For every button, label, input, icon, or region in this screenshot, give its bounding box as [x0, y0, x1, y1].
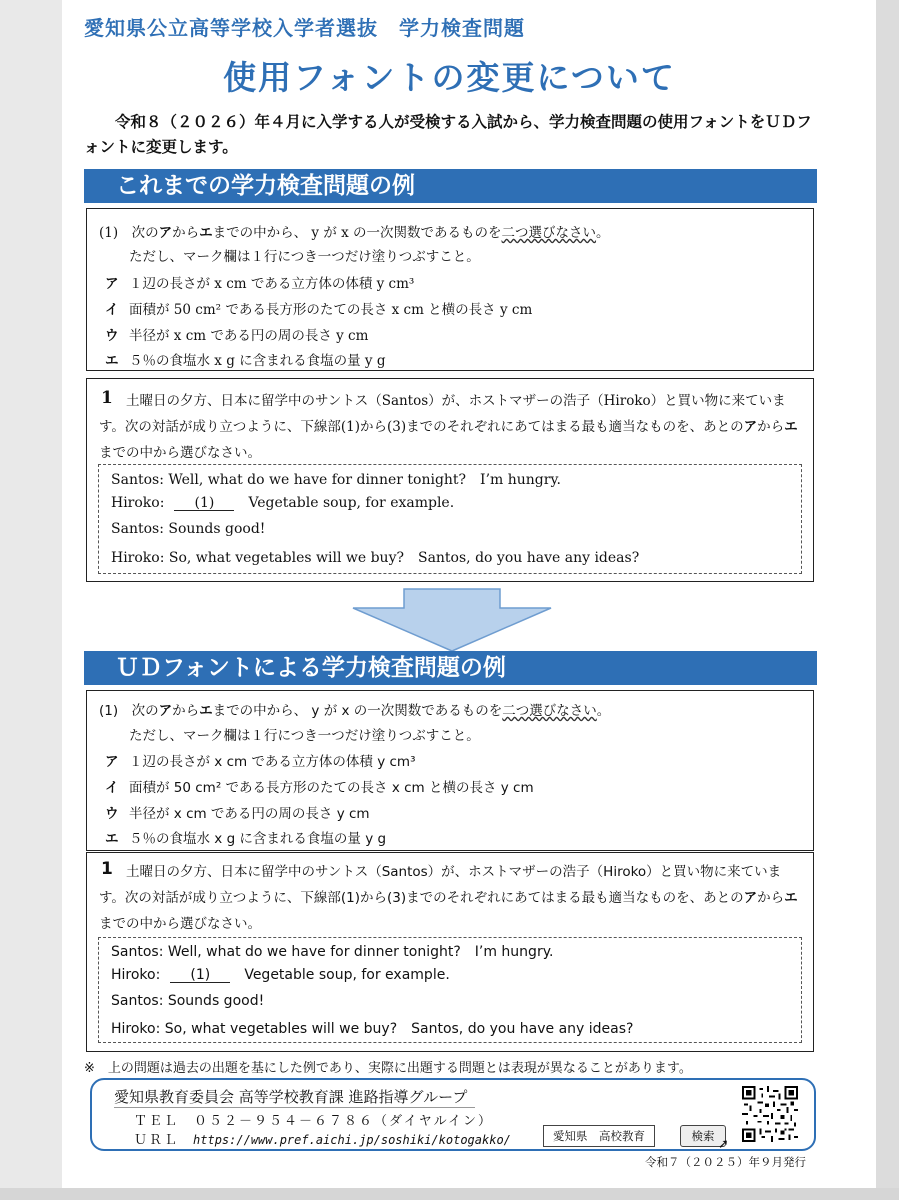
contact-box	[90, 1078, 816, 1151]
question-number: 1	[101, 388, 113, 408]
dialogue-line: Hiroko: (1) Vegetable soup, for example.	[111, 967, 450, 983]
issue-date: 令和７（２０２５）年９月発行	[645, 1155, 806, 1169]
page-title: 使用フォントの変更について	[223, 58, 676, 97]
old-math-box: (1) 次のアからエまでの中から、 y が x の一次関数であるものを二つ選びなさい。 ただし、マーク欄は１行につき一つだけ塗りつぶすこと。 ア １辺の長さが x cm である立方体の体積 y cm³ イ 面積が 50 cm² である長方形のたての長さ x cm と横の長さ y cm ウ 半径が x cm である円の周の長さ y cm エ ５％の食塩水 x g に含まれる食塩の量 y g	[86, 208, 814, 371]
dialogue-line: Santos: Well, what do we have for dinner tonight? I’m hungry.	[111, 472, 561, 488]
page-subtitle: 愛知県公立高等学校入学者選抜 学力検査問題	[84, 16, 525, 40]
section-band-old: これまでの学力検査問題の例	[84, 169, 817, 203]
ud-math-box: (1) 次のアからエまでの中から、 y が x の一次関数であるものを二つ選びなさい。 ただし、マーク欄は１行につき一つだけ塗りつぶすこと。 ア １辺の長さが x cm である立方体の体積 y cm³ イ 面積が 50 cm² である長方形のたての長さ x cm と横の長さ y cm ウ 半径が x cm である円の周の長さ y cm エ ５％の食塩水 x g に含まれる食塩の量 y g	[86, 690, 814, 851]
dialogue-line: Santos: Sounds good!	[111, 993, 265, 1009]
question-number: 1	[101, 859, 113, 879]
tel-line: ＴＥＬ ０５２－９５４－６７８６（ダイヤルイン）	[134, 1114, 493, 1129]
question-line: (1) 次のアからエまでの中から、 y が x の一次関数であるものを二つ選びなさい。	[99, 703, 611, 719]
viewer-edge-bottom	[0, 1188, 899, 1200]
url-line: ＵＲＬ https://www.pref.aichi.jp/soshiki/kotogakko/	[134, 1133, 511, 1148]
dialogue-line: Hiroko: So, what vegetables will we buy? Santos, do you have any ideas?	[111, 550, 640, 566]
footnote: ※ 上の問題は過去の出題を基にした例であり、実際に出題する問題とは表現が異なることがあります。	[84, 1061, 692, 1076]
question-line-2: ただし、マーク欄は１行につき一つだけ塗りつぶすこと。	[129, 728, 480, 744]
search-keyword-box: 愛知県 高校教育	[543, 1125, 655, 1147]
intro-text: 令和８（２０２６）年４月に入学する人が受検する入試から、学力検査問題の使用フォントをＵＤフォントに変更します。	[84, 113, 812, 156]
viewer-edge	[876, 0, 899, 1200]
cursor-icon: ➚	[718, 1137, 729, 1152]
dialogue-line: Santos: Well, what do we have for dinner tonight? I’m hungry.	[111, 944, 554, 960]
org-name: 愛知県教育委員会 高等学校教育課 進路指導グループ	[114, 1086, 475, 1108]
arrow-down-icon	[352, 588, 552, 652]
qr-code-icon[interactable]	[742, 1086, 798, 1142]
english-instructions: 土曜日の夕方、日本に留学中のサントス（Santos）が、ホストマザーの浩子（Hiroko）と買い物に来ています。次の対話が成り立つように、下線部(1)から(3)までのそれぞれにあてはまる最も適当なものを、あとのアからエまでの中から選びなさい。	[99, 393, 798, 461]
dialogue-line: Santos: Sounds good!	[111, 521, 266, 537]
old-english-box	[86, 378, 814, 582]
dialogue-box	[98, 464, 802, 574]
url-link[interactable]: https://www.pref.aichi.jp/soshiki/kotogakko/	[193, 1133, 511, 1147]
english-instructions: 土曜日の夕方、日本に留学中のサントス（Santos）が、ホストマザーの浩子（Hiroko）と買い物に来ています。次の対話が成り立つように、下線部(1)から(3)までのそれぞれにあてはまる最も適当なものを、あとのアからエまでの中から選びなさい。	[99, 864, 798, 932]
dialogue-line: Hiroko: So, what vegetables will we buy? Santos, do you have any ideas?	[111, 1021, 634, 1037]
ud-english-box	[86, 852, 814, 1052]
section-band-ud: ＵＤフォントによる学力検査問題の例	[84, 651, 817, 685]
search-button[interactable]: 検索	[680, 1125, 726, 1147]
dialogue-line: Hiroko: (1) Vegetable soup, for example.	[111, 495, 455, 511]
dialogue-box	[98, 937, 802, 1043]
question-line-2: ただし、マーク欄は１行につき一つだけ塗りつぶすこと。	[129, 249, 480, 265]
question-line: (1) 次のアからエまでの中から、 y が x の一次関数であるものを二つ選びなさい。	[99, 225, 610, 241]
